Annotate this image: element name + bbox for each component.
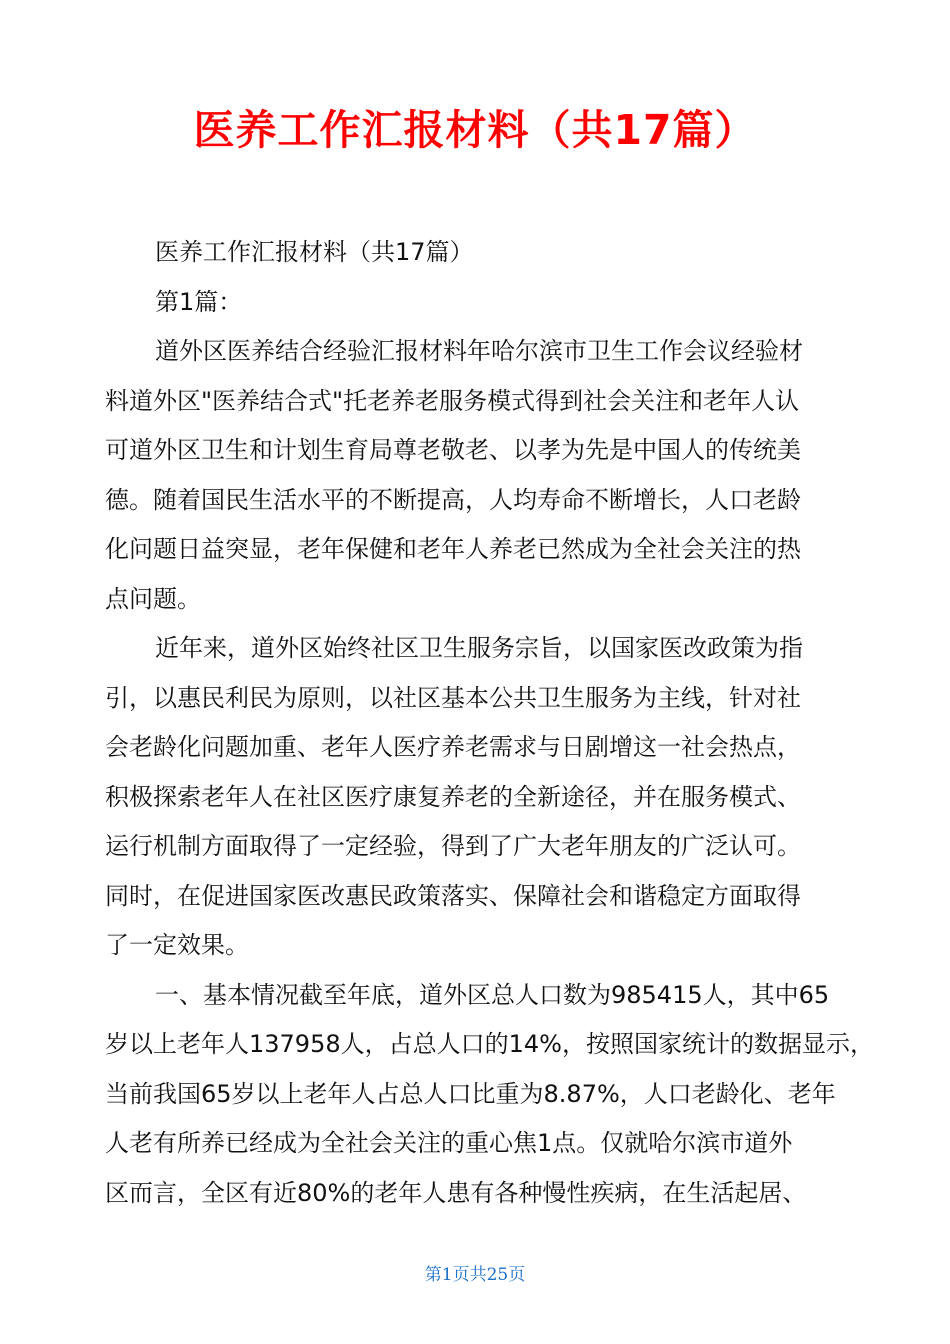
- section-heading: 第1篇：: [155, 287, 243, 316]
- paragraph-line: 料道外区"医养结合式"托老养老服务模式得到社会关注和老年人认: [105, 386, 800, 415]
- paragraph-line: 了一定效果。: [105, 931, 249, 959]
- paragraph-line: 化问题日益突显，老年保健和老年人养老已然成为全社会关注的热: [105, 535, 801, 563]
- paragraph-line: 积极探索老年人在社区医疗康复养老的全新途径，并在服务模式、: [105, 782, 801, 811]
- paragraph-line: 道外区医养结合经验汇报材料年哈尔滨市卫生工作会议经验材: [155, 337, 803, 365]
- paragraph-line: 当前我国65岁以上老年人占总人口比重为8.87%，人口老龄化、老年: [105, 1079, 836, 1108]
- paragraph-line: 同时，在促进国家医改惠民政策落实、保障社会和谐稳定方面取得: [105, 881, 801, 910]
- paragraph-line: 岁以上老年人137958人，占总人口的14%，按照国家统计的数据显示，: [105, 1030, 874, 1058]
- subtitle-line: 医养工作汇报材料（共17篇）: [155, 238, 474, 266]
- paragraph-line: 引，以惠民利民为原则，以社区基本公共卫生服务为主线，针对社: [105, 683, 801, 712]
- paragraph-line: 区而言，全区有近80%的老年人患有各种慢性疾病，在生活起居、: [105, 1178, 807, 1207]
- page-number-footer: 第1页共25页: [424, 1265, 526, 1285]
- paragraph-line: 一、基本情况截至年底，道外区总人口数为985415人，其中65: [155, 980, 830, 1009]
- paragraph-line: 德。随着国民生活水平的不断提高，人均寿命不断增长，人口老龄: [105, 485, 801, 514]
- paragraph-line: 运行机制方面取得了一定经验，得到了广大老年朋友的广泛认可。: [105, 832, 801, 860]
- paragraph-line: 人老有所养已经成为全社会关注的重心焦1点。仅就哈尔滨市道外: [105, 1129, 793, 1157]
- paragraph-line: 会老龄化问题加重、老年人医疗养老需求与日剧增这一社会热点，: [105, 733, 801, 761]
- document-body: [105, 228, 874, 1218]
- paragraph-line: 近年来，道外区始终社区卫生服务宗旨，以国家医改政策为指: [155, 634, 803, 662]
- paragraph-line: 可道外区卫生和计划生育局尊老敬老、以孝为先是中国人的传统美: [105, 436, 801, 464]
- paragraph-line: 点问题。: [105, 584, 201, 613]
- document-title: 医养工作汇报材料（共17篇）: [193, 106, 757, 154]
